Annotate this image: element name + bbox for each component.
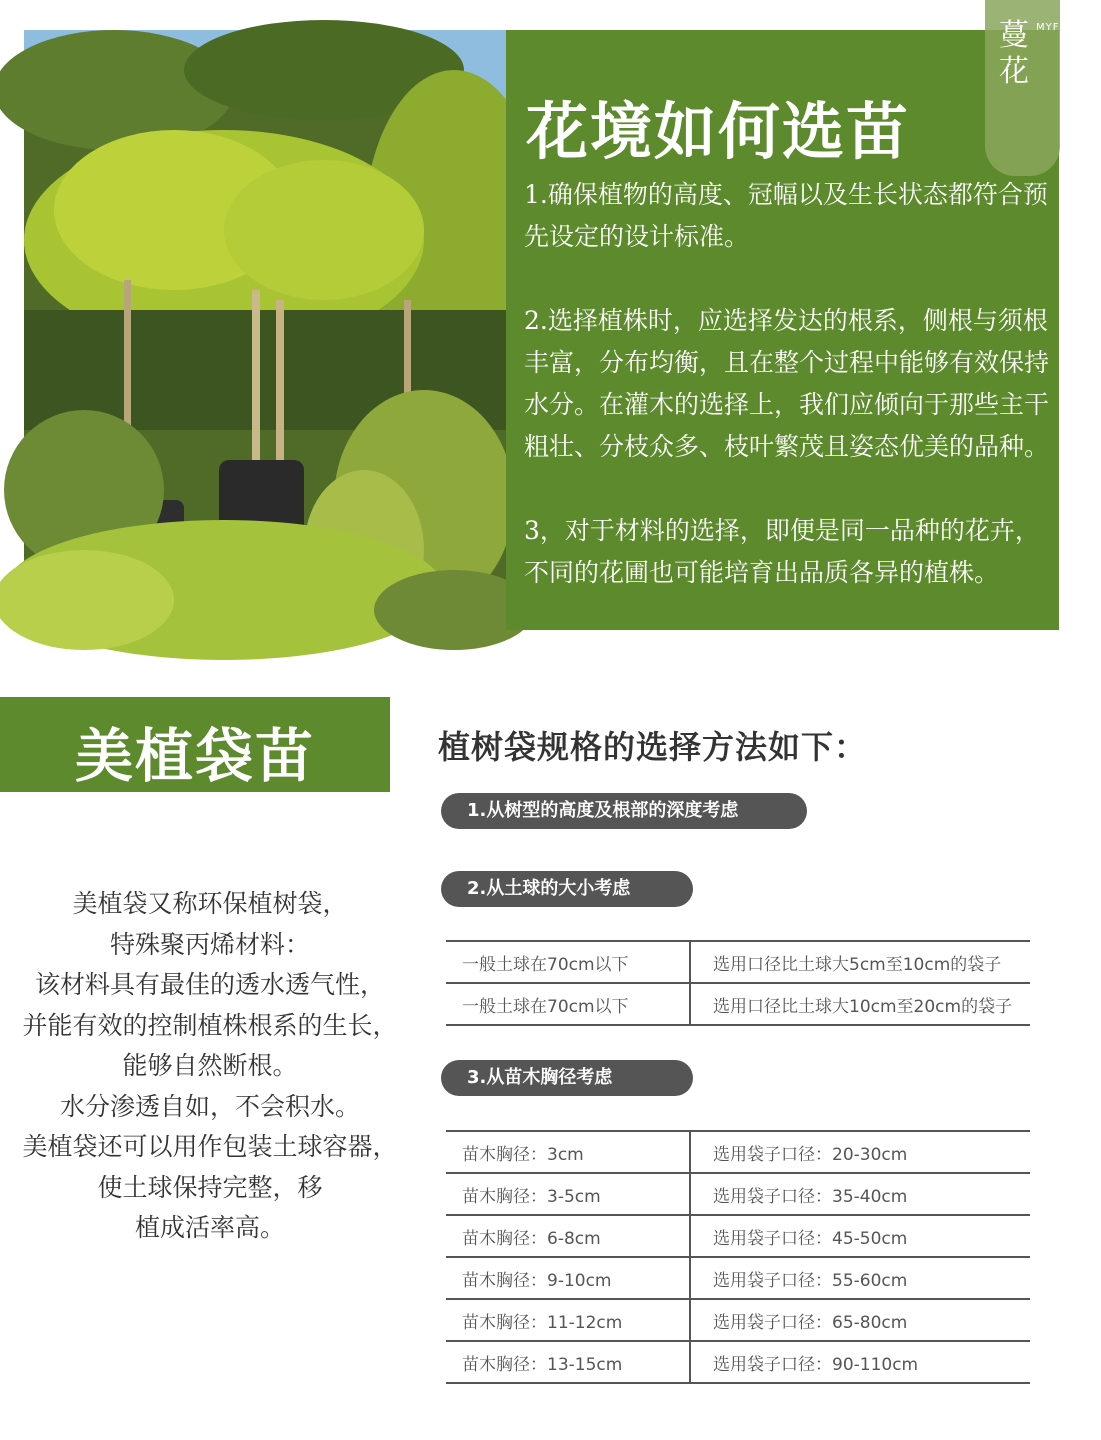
- selection-panel: [506, 30, 1059, 630]
- table-row: [446, 1131, 1030, 1173]
- table-cell: 苗木胸径：11-12cm: [446, 1299, 690, 1341]
- table-cell: 选用袋子口径：65-80cm: [690, 1299, 1030, 1341]
- table-row: [446, 1215, 1030, 1257]
- table-row: [446, 983, 1030, 1025]
- table-row: [446, 1341, 1030, 1383]
- description-line: 特殊聚丙烯材料：: [109, 929, 310, 959]
- table-cell: 选用口径比土球大5cm至10cm的袋子: [690, 941, 1030, 983]
- section-label-block: [0, 697, 390, 792]
- description-line: 并能有效的控制植株根系的生长，: [22, 1010, 398, 1040]
- soil-ball-table: [446, 940, 1030, 1026]
- garden-photo: [24, 30, 506, 630]
- description-line: 使土球保持完整，移: [97, 1172, 323, 1202]
- method-2-pill: 2.从土球的大小考虑: [441, 871, 693, 907]
- table-cell: 选用袋子口径：90-110cm: [690, 1341, 1030, 1383]
- description-line: 美植袋又称环保植树袋，: [72, 889, 348, 918]
- table-row: [446, 1299, 1030, 1341]
- section-label: 美植袋苗: [75, 722, 316, 790]
- panel-title: 花境如何选苗: [526, 95, 911, 168]
- logo-cn-text: 蔓花: [999, 18, 1029, 89]
- table-cell: 苗木胸径：9-10cm: [446, 1257, 690, 1299]
- table-cell: 一般土球在70cm以下: [446, 941, 690, 983]
- bag-description: [10, 884, 410, 1249]
- tree-illustration: [24, 30, 506, 630]
- table-row: [446, 1173, 1030, 1215]
- table-cell: 选用袋子口径：45-50cm: [690, 1215, 1030, 1257]
- description-line: 能够自然断根。: [122, 1051, 298, 1080]
- point-2: 2.选择植株时，应选择发达的根系，侧根与须根丰富，分布均衡，且在整个过程中能够有效保持水分。在灌木的选择上，我们应倾向于那些主干粗壮、分枝众多、枝叶繁茂且姿态优美的品种。: [524, 306, 1050, 461]
- table-cell: 选用袋子口径：55-60cm: [690, 1257, 1030, 1299]
- description-line: 水分渗透自如，不会积水。: [59, 1091, 360, 1121]
- method-1-pill: 1.从树型的高度及根部的深度考虑: [441, 793, 807, 829]
- table-cell: 苗木胸径：3-5cm: [446, 1173, 690, 1215]
- table-cell: 苗木胸径：13-15cm: [446, 1341, 690, 1383]
- description-line: 美植袋还可以用作包装土球容器，: [22, 1132, 398, 1161]
- table-cell: 选用袋子口径：35-40cm: [690, 1173, 1030, 1215]
- trunk-diameter-table: [446, 1130, 1030, 1384]
- table-cell: 选用袋子口径：20-30cm: [690, 1131, 1030, 1173]
- point-3: 3，对于材料的选择，即便是同一品种的花卉，不同的花圃也可能培育出品质各异的植株。: [524, 516, 1040, 587]
- table-row: [446, 1257, 1030, 1299]
- table-cell: 一般土球在70cm以下: [446, 983, 690, 1025]
- table-row: [446, 941, 1030, 983]
- spec-title: 植树袋规格的选择方法如下：: [438, 728, 868, 766]
- logo-en-text: MYFLOWER: [1036, 22, 1101, 33]
- table-cell: 选用口径比土球大10cm至20cm的袋子: [690, 983, 1030, 1025]
- point-1: 1.确保植物的高度、冠幅以及生长状态都符合预先设定的设计标准。: [524, 180, 1048, 251]
- table-cell: 苗木胸径：6-8cm: [446, 1215, 690, 1257]
- description-line: 植成活率高。: [134, 1213, 285, 1242]
- description-line: 该材料具有最佳的透水透气性，: [34, 970, 385, 999]
- method-3-pill: 3.从苗木胸径考虑: [441, 1060, 693, 1096]
- table-cell: 苗木胸径：3cm: [446, 1131, 690, 1173]
